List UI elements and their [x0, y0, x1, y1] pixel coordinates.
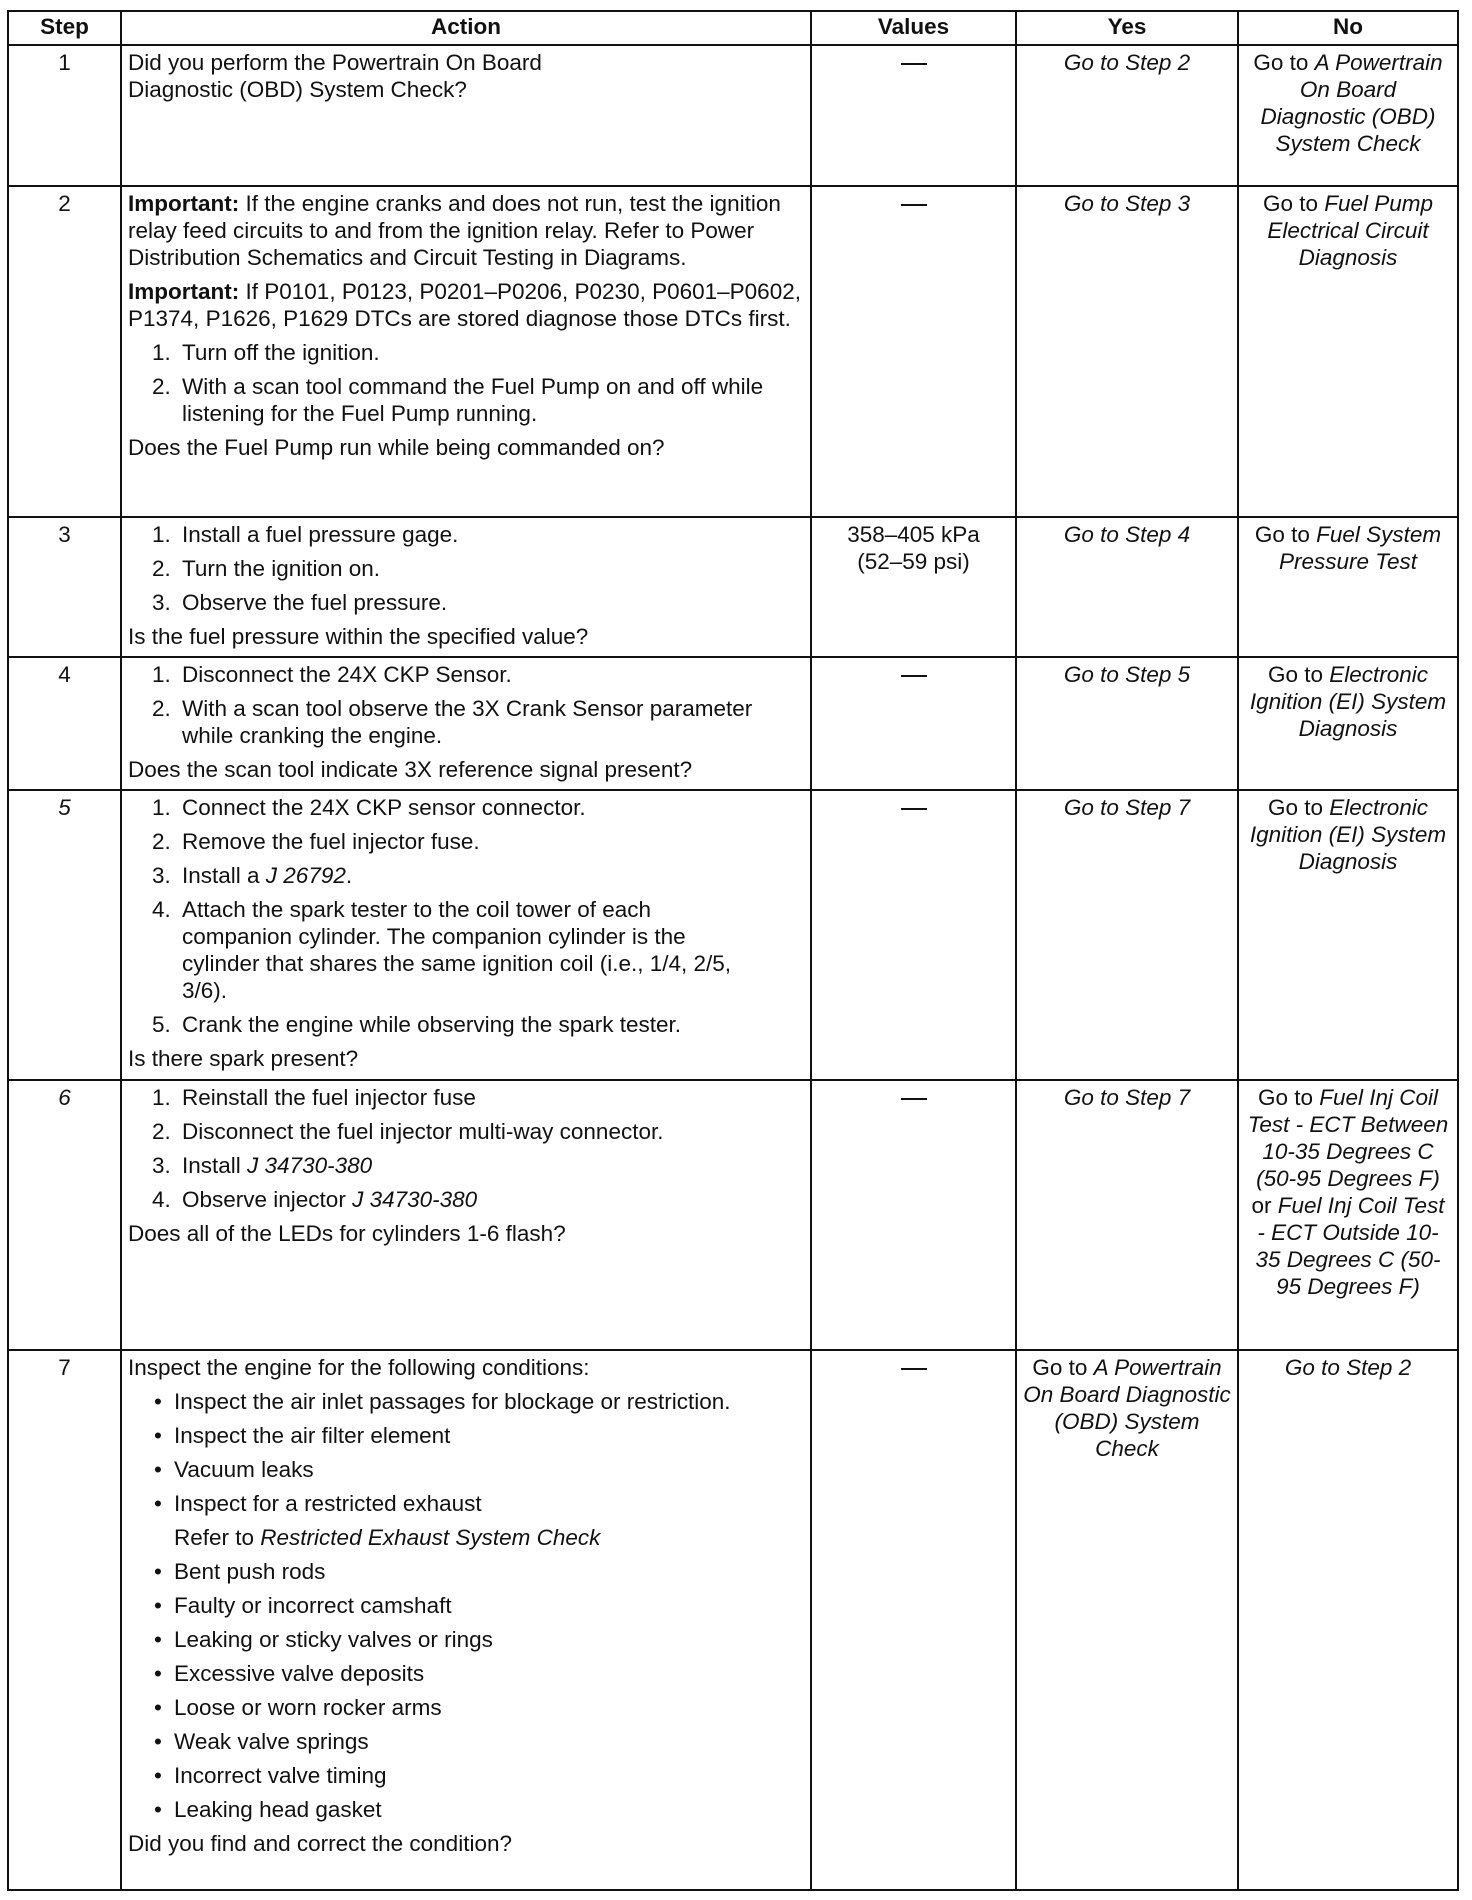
- item-number: 1.: [152, 340, 171, 365]
- yes-cell[interactable]: [1016, 1350, 1238, 1890]
- table-row: [8, 1080, 1458, 1350]
- values-cell: [811, 790, 1016, 1080]
- item-text: Excessive valve deposits: [174, 1661, 425, 1686]
- bullet-icon: •: [154, 1389, 162, 1414]
- list-item: [152, 1152, 804, 1179]
- item-text: Weak valve springs: [174, 1729, 369, 1754]
- value-kpa: 358–405 kPa: [847, 522, 980, 547]
- table-row: [8, 517, 1458, 657]
- no-prefix: Go to: [1253, 50, 1309, 75]
- procedure-list: [128, 339, 804, 427]
- list-item: [152, 589, 804, 616]
- list-item: [152, 661, 804, 688]
- refer-link[interactable]: Restricted Exhaust System Check: [260, 1525, 601, 1550]
- list-item: [152, 1011, 804, 1038]
- item-number: 3.: [152, 863, 171, 888]
- bullet-icon: •: [154, 1593, 162, 1618]
- step-number: 1: [8, 45, 121, 186]
- bullet-icon: •: [154, 1695, 162, 1720]
- item-text: Install a: [182, 863, 266, 888]
- list-item: [150, 1388, 804, 1415]
- item-text: Install a fuel pressure gage.: [182, 522, 459, 547]
- table-header-row: [8, 11, 1458, 45]
- dash-mark: [901, 63, 927, 65]
- tool-reference: J 26792: [265, 863, 346, 888]
- list-item: [152, 794, 804, 821]
- procedure-list: [128, 521, 804, 616]
- action-question: Is there spark present?: [128, 1046, 359, 1071]
- item-number: 4.: [152, 897, 171, 922]
- item-text: Incorrect valve timing: [174, 1763, 387, 1788]
- item-number: 2.: [152, 829, 171, 854]
- values-cell: [811, 186, 1016, 517]
- item-text: Faulty or incorrect camshaft: [174, 1593, 452, 1618]
- value-psi: (52–59 psi): [857, 549, 970, 574]
- list-item: [152, 373, 804, 427]
- action-question: Does the scan tool indicate 3X reference signal present?: [128, 757, 693, 782]
- action-cell: [121, 45, 811, 186]
- yes-cell[interactable]: Go to Step 3: [1016, 186, 1238, 517]
- action-cell: [121, 517, 811, 657]
- table-row: [8, 790, 1458, 1080]
- yes-prefix: Go to: [1032, 1355, 1088, 1380]
- no-link[interactable]: A Powertrain On Board Diagnostic (OBD) System Check: [1260, 50, 1443, 156]
- item-text: Inspect the air filter element: [174, 1423, 451, 1448]
- list-item: [152, 862, 804, 889]
- item-number: 1.: [152, 1085, 171, 1110]
- list-item: [150, 1422, 804, 1449]
- list-item: [150, 1626, 804, 1653]
- item-text: Bent push rods: [174, 1559, 326, 1584]
- dash-mark: [901, 1098, 927, 1100]
- important-text: If the engine cranks and does not run, test the ignition relay feed circuits to and from the ignition relay. Refer to Power Distribution Schematics and Circuit Testing in Diagrams.: [128, 191, 781, 270]
- action-question: Does all of the LEDs for cylinders 1-6 flash?: [128, 1221, 566, 1246]
- important-note: [128, 190, 804, 271]
- yes-cell[interactable]: Go to Step 4: [1016, 517, 1238, 657]
- important-label: Important:: [128, 191, 240, 216]
- yes-cell[interactable]: Go to Step 5: [1016, 657, 1238, 790]
- action-question: Is the fuel pressure within the specified value?: [128, 624, 589, 649]
- action-cell: [121, 790, 811, 1080]
- header-yes: Yes: [1016, 11, 1238, 45]
- procedure-list: [128, 1084, 804, 1213]
- diagnostic-table: [7, 10, 1459, 1891]
- list-item: [152, 896, 804, 1004]
- item-text: Turn off the ignition.: [182, 340, 380, 365]
- item-text: Vacuum leaks: [174, 1457, 314, 1482]
- values-cell: [811, 45, 1016, 186]
- bullet-icon: •: [154, 1729, 162, 1754]
- bullet-icon: •: [154, 1763, 162, 1788]
- item-text: Inspect the air inlet passages for blockage or restriction.: [174, 1389, 731, 1414]
- no-prefix: Go to: [1267, 662, 1323, 687]
- item-number: 1.: [152, 662, 171, 687]
- tool-reference: J 34730-380: [352, 1187, 478, 1212]
- item-number: 5.: [152, 1012, 171, 1037]
- bullet-icon: •: [154, 1559, 162, 1584]
- item-number: 2.: [152, 1119, 171, 1144]
- values-cell: [811, 1080, 1016, 1350]
- no-prefix: Go to: [1267, 795, 1323, 820]
- yes-cell[interactable]: Go to Step 7: [1016, 790, 1238, 1080]
- list-item: [150, 1694, 804, 1721]
- yes-cell[interactable]: Go to Step 2: [1016, 45, 1238, 186]
- item-number: 3.: [152, 590, 171, 615]
- item-text: Leaking head gasket: [174, 1797, 382, 1822]
- item-number: 2.: [152, 556, 171, 581]
- action-question: Did you find and correct the condition?: [128, 1831, 512, 1856]
- item-text: Observe injector: [182, 1187, 353, 1212]
- item-text: Turn the ignition on.: [182, 556, 381, 581]
- item-number: 1.: [152, 795, 171, 820]
- bullet-icon: •: [154, 1661, 162, 1686]
- list-item: [150, 1762, 804, 1789]
- no-cell[interactable]: Go to Step 2: [1238, 1350, 1458, 1890]
- header-values: Values: [811, 11, 1016, 45]
- no-link[interactable]: Electronic Ignition (EI) System Diagnosis: [1249, 662, 1447, 741]
- list-item: [152, 1186, 804, 1213]
- item-text: Inspect for a restricted exhaust: [174, 1491, 482, 1516]
- important-note: [128, 278, 804, 332]
- step-number: 5: [8, 790, 121, 1080]
- yes-cell[interactable]: Go to Step 7: [1016, 1080, 1238, 1350]
- table-row: [8, 1350, 1458, 1890]
- item-number: 2.: [152, 374, 171, 399]
- bullet-icon: •: [154, 1457, 162, 1482]
- no-cell[interactable]: [1238, 45, 1458, 186]
- no-prefix: Go to: [1254, 522, 1310, 547]
- no-prefix: Go to: [1257, 1085, 1313, 1110]
- table-row: [8, 186, 1458, 517]
- action-cell: [121, 186, 811, 517]
- tool-reference: J 34730-380: [247, 1153, 373, 1178]
- list-item: [150, 1558, 804, 1585]
- step-number: 7: [8, 1350, 121, 1890]
- no-link[interactable]: Fuel Pump Electrical Circuit Diagnosis: [1267, 191, 1434, 270]
- yes-link[interactable]: A Powertrain On Board Diagnostic (OBD) System Check: [1023, 1355, 1231, 1461]
- inspect-intro: Inspect the engine for the following conditions:: [128, 1355, 590, 1380]
- action-cell: [121, 1080, 811, 1350]
- step-number: 3: [8, 517, 121, 657]
- no-link[interactable]: Electronic Ignition (EI) System Diagnosis: [1249, 795, 1447, 874]
- table-row: [8, 657, 1458, 790]
- action-cell: [121, 1350, 811, 1890]
- action-cell: [121, 657, 811, 790]
- no-cell[interactable]: [1238, 790, 1458, 1080]
- item-text: Connect the 24X CKP sensor connector.: [182, 795, 586, 820]
- no-link[interactable]: Fuel Inj Coil Test - ECT Outside 10-35 Degrees C (50-95 Degrees F): [1255, 1193, 1445, 1299]
- action-question: Does the Fuel Pump run while being commanded on?: [128, 435, 665, 460]
- refer-note: [150, 1524, 804, 1551]
- dash-mark: [901, 808, 927, 810]
- list-item: [152, 1084, 804, 1111]
- no-link[interactable]: Fuel System Pressure Test: [1279, 522, 1442, 574]
- no-link[interactable]: Fuel Inj Coil Test - ECT Between 10-35 Degrees C (50-95 Degrees F): [1247, 1085, 1449, 1191]
- item-text: With a scan tool observe the 3X Crank Sensor parameter while cranking the engine.: [182, 696, 753, 748]
- step-number: 2: [8, 186, 121, 517]
- item-number: 4.: [152, 1187, 171, 1212]
- list-item: [150, 1490, 804, 1517]
- dash-mark: [901, 204, 927, 206]
- no-cell[interactable]: [1238, 517, 1458, 657]
- dash-mark: [901, 675, 927, 677]
- list-item: [150, 1728, 804, 1755]
- item-text: Disconnect the fuel injector multi-way connector.: [182, 1119, 664, 1144]
- no-cell[interactable]: [1238, 1080, 1458, 1350]
- bullet-icon: •: [154, 1423, 162, 1448]
- item-text-suffix: .: [345, 863, 353, 888]
- no-cell[interactable]: [1238, 186, 1458, 517]
- step-number: 6: [8, 1080, 121, 1350]
- list-item: [152, 1118, 804, 1145]
- list-item: [152, 339, 804, 366]
- list-item: [150, 1796, 804, 1823]
- item-number: 2.: [152, 696, 171, 721]
- item-text: Leaking or sticky valves or rings: [174, 1627, 493, 1652]
- table-row: [8, 45, 1458, 186]
- list-item: [150, 1660, 804, 1687]
- condition-list: [128, 1388, 804, 1823]
- no-or: or: [1251, 1193, 1272, 1218]
- item-text: Observe the fuel pressure.: [182, 590, 448, 615]
- important-text: If P0101, P0123, P0201–P0206, P0230, P0601–P0602, P1374, P1626, P1629 DTCs are stored diagnose those DTCs first.: [128, 279, 801, 331]
- item-text: Reinstall the fuel injector fuse: [182, 1085, 476, 1110]
- item-text: Attach the spark tester to the coil tower of each companion cylinder. The companion cylinder is the cylinder that shares the same ignition coil (i.e., 1/4, 2/5, 3/6).: [182, 897, 732, 1003]
- list-item: [152, 695, 804, 749]
- important-label: Important:: [128, 279, 240, 304]
- item-number: 1.: [152, 522, 171, 547]
- list-item: [152, 521, 804, 548]
- action-question: Did you perform the Powertrain On Board Diagnostic (OBD) System Check?: [128, 50, 542, 102]
- values-cell: [811, 517, 1016, 657]
- procedure-list: [128, 661, 804, 749]
- item-text: Install: [182, 1153, 248, 1178]
- step-number: 4: [8, 657, 121, 790]
- bullet-icon: •: [154, 1491, 162, 1516]
- item-text: Remove the fuel injector fuse.: [182, 829, 480, 854]
- header-no: No: [1238, 11, 1458, 45]
- values-cell: [811, 657, 1016, 790]
- item-text: With a scan tool command the Fuel Pump on and off while listening for the Fuel Pump running.: [182, 374, 764, 426]
- header-step: Step: [8, 11, 121, 45]
- list-item: [152, 555, 804, 582]
- no-prefix: Go to: [1262, 191, 1318, 216]
- bullet-icon: •: [154, 1797, 162, 1822]
- list-item: [150, 1456, 804, 1483]
- item-text: Crank the engine while observing the spark tester.: [182, 1012, 682, 1037]
- item-text: Disconnect the 24X CKP Sensor.: [182, 662, 512, 687]
- values-cell: [811, 1350, 1016, 1890]
- no-cell[interactable]: [1238, 657, 1458, 790]
- list-item: [150, 1592, 804, 1619]
- item-text: Loose or worn rocker arms: [174, 1695, 442, 1720]
- dash-mark: [901, 1368, 927, 1370]
- procedure-list: [128, 794, 804, 1038]
- list-item: [152, 828, 804, 855]
- bullet-icon: •: [154, 1627, 162, 1652]
- refer-prefix: Refer to: [174, 1525, 261, 1550]
- header-action: Action: [121, 11, 811, 45]
- item-number: 3.: [152, 1153, 171, 1178]
